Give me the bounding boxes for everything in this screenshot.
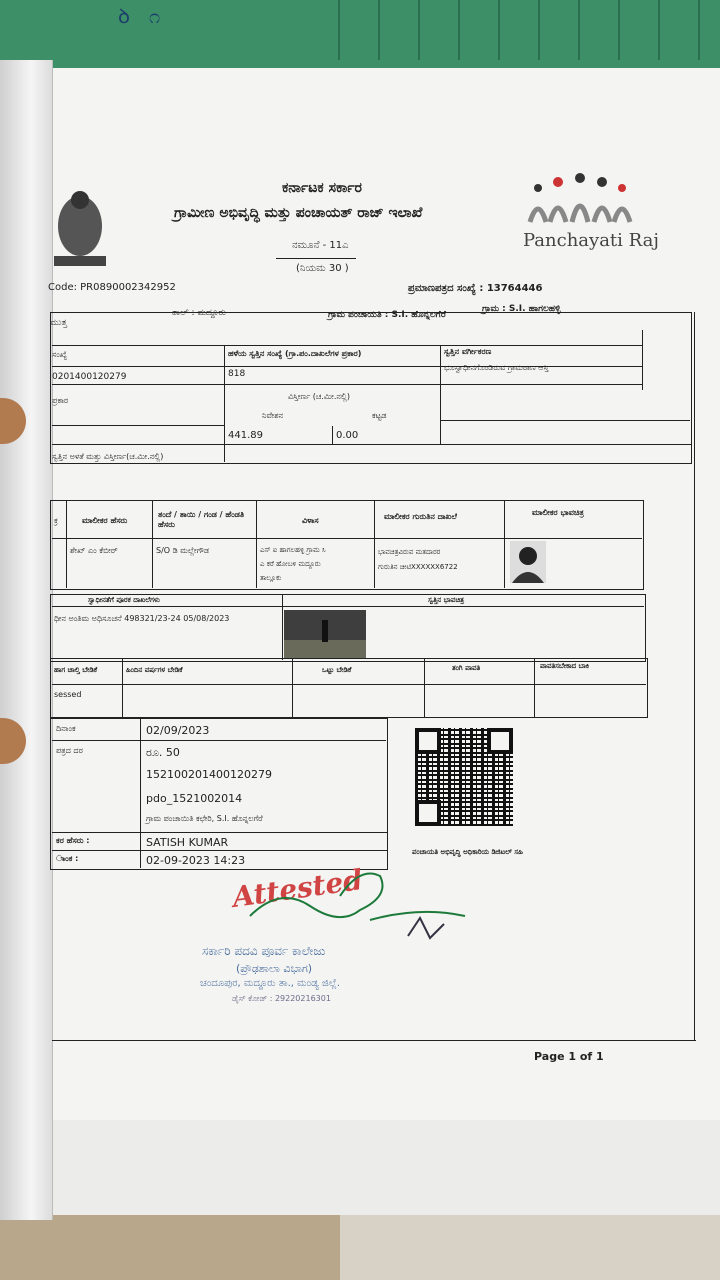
rule-number: (ನಿಯಮ 30 ) — [296, 263, 349, 274]
stamp-line: ಡೈಸ್ ಕೋಡ್ : 29220216301 — [232, 994, 331, 1003]
page-bottom-fold — [42, 1120, 720, 1215]
table-col-line — [292, 658, 293, 718]
table-col-line — [534, 658, 535, 718]
gram-panchayat: ಗ್ರಾಮ ಪಂಚಾಯತಿ : S.I. ಹೊನ್ನಲಗೆರೆ — [328, 310, 447, 320]
stamp-line: ಚಂದೂಪುರ, ಮದ್ದೂರು ತಾ., ಮಂಡ್ಯ ಜಿಲ್ಲೆ. — [200, 978, 340, 989]
table-col-line — [282, 594, 283, 660]
serial-header: ಕ್ರ — [54, 516, 58, 525]
signature — [240, 866, 470, 946]
table-col-line — [424, 658, 425, 718]
page-bottom-border — [52, 1040, 696, 1041]
stamp-line: (ಪ್ರೌಢಶಾಲಾ ವಿಭಾಗ) — [236, 962, 313, 975]
property-table — [50, 312, 692, 464]
table-col-line — [152, 500, 153, 588]
issue-date-label: ದಿನಾಂಕ — [56, 724, 76, 733]
ownership-docs-header: ಸ್ವಾಧೀನತೆಗೆ ಪೂರಕ ದಾಖಲೆಗಳು — [88, 596, 160, 604]
old-property-number: 818 — [228, 369, 246, 379]
owner-address-line: ಎ ಕರೆ ಹೋಬಳಿ ಮದ್ದೂರು — [260, 560, 321, 568]
tax-balance-header: ಪಾವತಿಸಬೇಕಾದ ಬಾಕಿ — [540, 662, 590, 670]
property-photo-header: ಸ್ವತ್ತಿನ ಭಾವಚಿತ್ರ — [428, 596, 465, 604]
site-area: 441.89 — [228, 430, 263, 441]
fee-label: ಪತ್ರದ ದರ — [56, 746, 83, 755]
qr-code — [415, 728, 513, 826]
page-number: Page 1 of 1 — [534, 1050, 604, 1063]
table-col-line — [122, 658, 123, 718]
table-row-line — [52, 425, 224, 426]
dimension-label: ಸ್ವತ್ತಿನ ಅಳತೆ ಮತ್ತು ವಿಸ್ತೀರ್ಣ(ಚ.ಮೀ.ನಲ್ಲಿ) — [52, 452, 164, 461]
site-label: ನಿವೇಶನ — [262, 411, 284, 420]
issue-number: 152100201400120279 — [146, 768, 272, 781]
table-row-line — [52, 740, 386, 741]
property-photo — [284, 610, 366, 658]
owner-name-header: ಮಾಲೀಕರ ಹೆಸರು — [82, 516, 128, 525]
table-row-line — [52, 444, 692, 445]
table-row-line — [52, 606, 644, 607]
property-code: Code: PR0890002342952 — [48, 282, 176, 293]
owner-id-line: ಭಾವಚಿತ್ರವಿರುವ ಮತದಾರರ — [378, 548, 441, 556]
table-row-line — [52, 366, 642, 367]
property-classification: ಭೂಸ್ವಾಧೀನಗೊಂಡಿರುವ ಗ್ರಾಮಠಾಣ ಆಸ್ತಿ — [444, 363, 549, 372]
building-area: 0.00 — [336, 430, 359, 441]
issue-time-label: ಾಂಕ : — [56, 854, 79, 863]
table-row-line — [52, 832, 388, 833]
tax-status: sessed — [54, 690, 82, 699]
issuer-user-id: pdo_1521002014 — [146, 792, 243, 805]
floor-tile — [340, 1215, 720, 1280]
table-col-line — [256, 500, 257, 588]
divider — [276, 258, 356, 259]
certificate-fee: ರೂ. 50 — [146, 746, 180, 759]
officer-label: ಕರ ಹೆಸರು : — [56, 836, 90, 845]
owner-address-line: ಎಸ್ ಐ ಹಾಗಲಹಳ್ಳಿ ಗ್ರಾಮ ಸಿ — [260, 546, 326, 554]
form-number: ನಮೂನೆ - 11ಎ — [292, 240, 349, 251]
officer-name: SATISH KUMAR — [146, 836, 229, 849]
district-label: ಮುತ್ತ — [50, 318, 67, 328]
digital-signature-label: ಪಂಚಾಯತಿ ಅಭಿವೃದ್ಧಿ ಅಧಿಕಾರಿಯ ಡಿಜಿಟಲ್ ಸಹಿ — [412, 848, 523, 856]
rolled-page-edge — [0, 60, 53, 1220]
owner-address-line: ತಾಲ್ಲೂಕು — [260, 574, 282, 582]
building-label: ಕಟ್ಟಡ — [372, 411, 387, 420]
area-label: ವಿಸ್ತೀರ್ಣ (ಚ.ಮೀ.ನಲ್ಲಿ) — [288, 392, 350, 401]
village: ಗ್ರಾಮ : S.I. ಹಾಗಲಹಳ್ಳಿ — [482, 304, 561, 314]
owner-id-line: ಗುರುತಿನ ಚೀಟಿXXXXXX6722 — [378, 563, 458, 571]
issue-date: 02/09/2023 — [146, 724, 210, 737]
page-right-border — [694, 312, 695, 1040]
issue-datetime: 02-09-2023 14:23 — [146, 854, 246, 867]
table-row-line — [52, 538, 642, 539]
old-number-header: ಹಳೆಯ ಸ್ವತ್ತಿನ ಸಂಖ್ಯೆ (ಗ್ರಾ.ಪಂ.ದಾಖಲೆಗಳ ಪ್ರಕಾರ) — [228, 349, 362, 358]
attested-stamp: Attested — [230, 863, 365, 914]
property-type-label: ಪ್ರಕಾರ — [52, 396, 69, 405]
ownership-document: ಧೀನ ಅಂತಿಮ ಅಧಿಸೂಚನೆ 498321/23-24 05/08/2023 — [54, 614, 230, 623]
taluk: ತಾಲ್ : ಮದ್ದೂರು — [172, 308, 227, 318]
panchayati-raj-logo-icon — [524, 172, 636, 224]
relation-header: ತಂದೆ / ತಾಯಿ / ಗಂಡ / ಹೆಂಡತಿ ಹೆಸರು — [158, 510, 245, 529]
owner-photo-header: ಮಾಲೀಕರ ಭಾವಚಿತ್ರ — [532, 508, 584, 517]
table-col-line — [374, 500, 375, 588]
property-number-header: ಸಂಖ್ಯೆ — [52, 350, 68, 359]
issuing-office: ಗ್ರಾಮ ಪಂಚಾಯಿತಿ ಕಛೇರಿ, S.I. ಹೊನ್ನಲಗೆರೆ — [146, 814, 263, 823]
tax-arrears-header: ಹಿಂದಿನ ವರ್ಷಗಳ ಬೇಡಿಕೆ — [126, 666, 183, 674]
classification-header: ಸ್ವತ್ತಿನ ವರ್ಗೀಕರಣ — [444, 347, 492, 356]
ruled-paper-background — [300, 0, 720, 60]
address-header: ವಿಳಾಸ — [302, 516, 319, 525]
table-row-line — [52, 850, 388, 851]
table-col-line — [504, 500, 505, 588]
tax-current-header: ಹಾಗ ಚಾಲ್ತಿ ಬೇಡಿಕೆ — [54, 666, 98, 674]
handwriting-mark: ꝺ ೧ — [118, 4, 161, 28]
table-col-line — [440, 345, 441, 445]
stamp-line: ಸರ್ಕಾರಿ ಪದವಿ ಪೂರ್ವ ಕಾಲೇಜು — [202, 944, 326, 958]
department-title: ಗ್ರಾಮೀಣ ಅಭಿವೃದ್ಧಿ ಮತ್ತು ಪಂಚಾಯತ್ ರಾಜ್ ಇಲಾಖೆ — [174, 205, 423, 221]
owner-name: ಶೇಖ್ ಎಂ ಕೆಬೀರ್ — [70, 546, 118, 555]
table-col-line — [66, 500, 67, 588]
tax-paid-header: ತಂಗಿ ಪಾವತಿ — [452, 664, 481, 672]
tax-total-header: ಒಟ್ಟು ಬೇಡಿಕೆ — [322, 666, 352, 674]
owner-photo — [510, 541, 546, 583]
property-number: 0201400120279 — [52, 372, 127, 382]
table-col-line — [332, 426, 333, 444]
table-col-line — [224, 345, 225, 462]
table-col-line — [642, 330, 643, 390]
certificate-number: ಪ್ರಮಾಣಪತ್ರದ ಸಂಖ್ಯೆ : 13764446 — [408, 283, 543, 294]
brand-name: Panchayati Raj — [523, 230, 659, 251]
owner-relation: S/O ಡಿ ಮಲ್ಲೇಗೌಡ — [156, 546, 209, 555]
table-row-line — [52, 345, 642, 346]
state-title: ಕರ್ನಾಟಕ ಸರ್ಕಾರ — [282, 180, 362, 196]
id-document-header: ಮಾಲೀಕರ ಗುರುತಿನ ದಾಖಲೆ — [384, 512, 457, 521]
table-row-line — [52, 384, 642, 385]
karnataka-emblem-icon — [48, 186, 114, 272]
table-row-line — [52, 684, 646, 685]
table-row-line — [440, 420, 690, 421]
